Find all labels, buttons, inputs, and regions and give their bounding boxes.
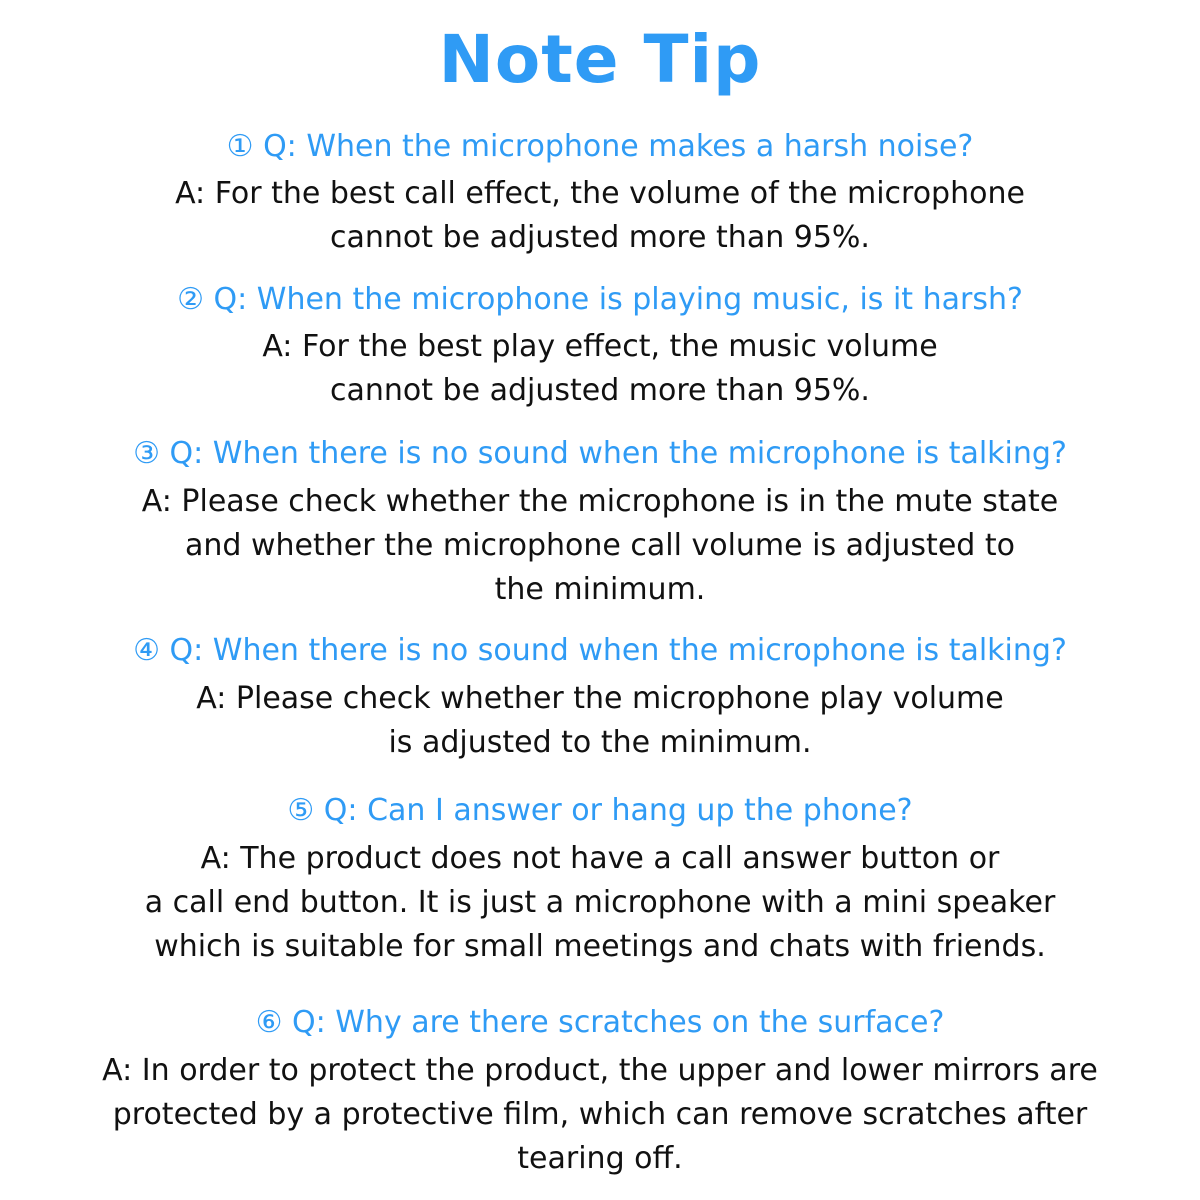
answer-2-line-2: cannot be adjusted more than 95%.	[330, 373, 870, 408]
answer-1-line-1: A: For the best call effect, the volume of the microphone	[175, 176, 1025, 211]
question-3: ③ Q: When there is no sound when the microphone is talking?	[133, 436, 1067, 471]
answer-6-line-2: protected by a protective film, which can remove scratches after	[112, 1097, 1088, 1132]
answer-2-line-1: A: For the best play effect, the music volume	[262, 329, 938, 364]
answer-5	[0, 837, 1200, 969]
answer-6-line-3: tearing off.	[517, 1141, 683, 1176]
question-4: ④ Q: When there is no sound when the microphone is talking?	[133, 633, 1067, 668]
answer-4	[0, 677, 1200, 765]
answer-1-line-2: cannot be adjusted more than 95%.	[330, 220, 870, 255]
answer-5-line-2: a call end button. It is just a microphone with a mini speaker	[144, 885, 1056, 920]
answer-5-line-3: which is suitable for small meetings and chats with friends.	[154, 929, 1046, 964]
answer-4-line-1: A: Please check whether the microphone play volume	[196, 681, 1004, 716]
answer-5-line-1: A: The product does not have a call answer button or	[200, 841, 1000, 876]
question-1: ① Q: When the microphone makes a harsh noise?	[226, 129, 974, 164]
answer-6	[0, 1049, 1200, 1181]
question-2: ② Q: When the microphone is playing music, is it harsh?	[177, 282, 1023, 317]
page-title: Note Tip	[438, 21, 762, 98]
answer-1	[0, 172, 1200, 260]
question-6: ⑥ Q: Why are there scratches on the surface?	[255, 1005, 945, 1040]
answer-4-line-2: is adjusted to the minimum.	[388, 725, 812, 760]
answer-3-line-2: and whether the microphone call volume is adjusted to	[185, 528, 1015, 563]
answer-3-line-3: the minimum.	[494, 572, 706, 607]
answer-6-line-1: A: In order to protect the product, the upper and lower mirrors are	[102, 1053, 1098, 1088]
answer-3	[0, 480, 1200, 612]
question-5: ⑤ Q: Can I answer or hang up the phone?	[287, 793, 913, 828]
answer-2	[0, 325, 1200, 413]
answer-3-line-1: A: Please check whether the microphone is in the mute state	[141, 484, 1059, 519]
